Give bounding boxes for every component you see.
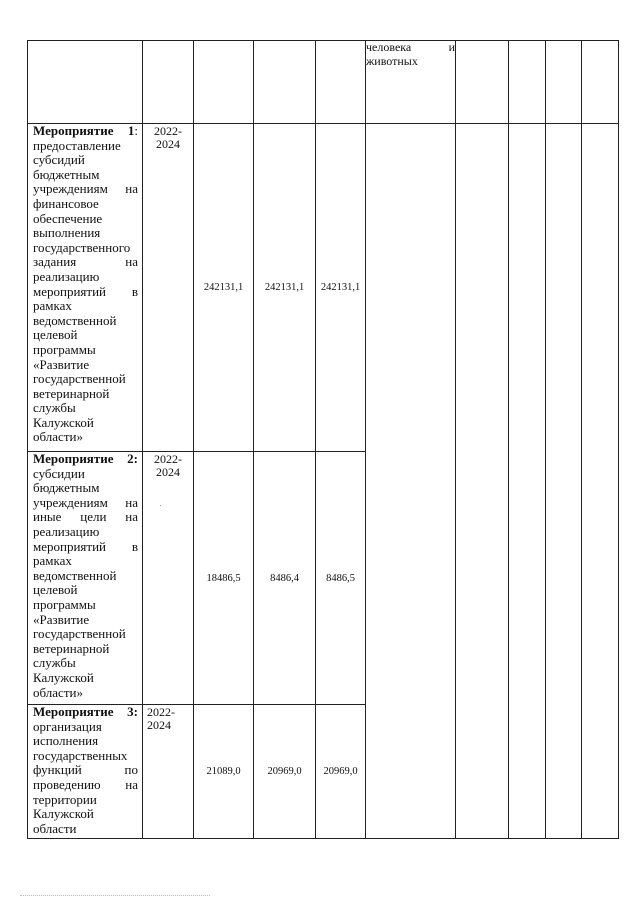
measure-3-value-2: 20969,0	[254, 705, 316, 839]
cell-empty	[143, 41, 194, 124]
measure-2-value-3: 8486,5	[316, 452, 366, 705]
measure-2-value-2: 8486,4	[254, 452, 316, 705]
cell-empty	[254, 41, 316, 124]
measure-1-value-3: 242131,1	[316, 124, 366, 452]
years-cell	[143, 705, 194, 839]
cell-empty	[509, 41, 546, 124]
measure-1-value-2: 242131,1	[254, 124, 316, 452]
measure-3-value-1: 21089,0	[194, 705, 254, 839]
measure-1-years: 2022-2024	[154, 124, 182, 151]
measure-3-text	[28, 705, 142, 836]
merged-result-cell	[366, 124, 456, 839]
table-row-continued	[28, 41, 619, 124]
cell-empty	[194, 41, 254, 124]
cell-empty	[546, 41, 582, 124]
cell-empty	[28, 41, 143, 124]
program-table	[27, 40, 619, 839]
merged-empty-cell	[582, 124, 619, 839]
expected-result-cell	[366, 41, 456, 124]
measure-2-years: 2022-2024	[154, 452, 182, 479]
measure-name-cell	[28, 124, 143, 452]
measure-2-title: Мероприятие 2:	[33, 451, 138, 466]
scan-speck	[160, 505, 161, 506]
measure-name-cell	[28, 452, 143, 705]
cell-empty	[456, 41, 509, 124]
cell-empty	[316, 41, 366, 124]
measure-2-value-1: 18486,5	[194, 452, 254, 705]
table-row-measure-1	[28, 124, 619, 452]
measure-1-description: : предоставление субсидий бюджетным учреждениям на финансовое обеспечение выполнения государственного задания на реализацию мероприятий в рамках ведомственной целевой программы «Развитие государственной ветеринарной службы Калужской области»	[33, 123, 138, 445]
measure-name-cell	[28, 705, 143, 839]
measure-3-description: организация исполнения государственных функций по проведению на территории Калужской области	[33, 718, 138, 836]
measure-2-text	[28, 452, 142, 700]
measure-3-title: Мероприятие 3:	[33, 704, 138, 719]
merged-empty-cell	[509, 124, 546, 839]
measure-3-value-3: 20969,0	[316, 705, 366, 839]
measure-3-years: 2022-2024	[147, 705, 175, 732]
years-cell	[143, 452, 194, 705]
result-line-2: животных	[366, 53, 418, 68]
merged-empty-cell	[456, 124, 509, 839]
measure-2-description: субсидии бюджетным учреждениям на иные цели на реализацию мероприятий в рамках ведомственной целевой программы «Развитие государственной ветеринарной службы Калужской области»	[33, 465, 138, 700]
years-cell	[143, 124, 194, 452]
result-line-1: человека и	[366, 40, 455, 54]
footer-rule	[20, 895, 210, 896]
measure-1-title: Мероприятие 1	[33, 123, 135, 138]
measure-1-text	[28, 124, 142, 445]
cell-empty	[582, 41, 619, 124]
measure-1-value-1: 242131,1	[194, 124, 254, 452]
merged-empty-cell	[546, 124, 582, 839]
